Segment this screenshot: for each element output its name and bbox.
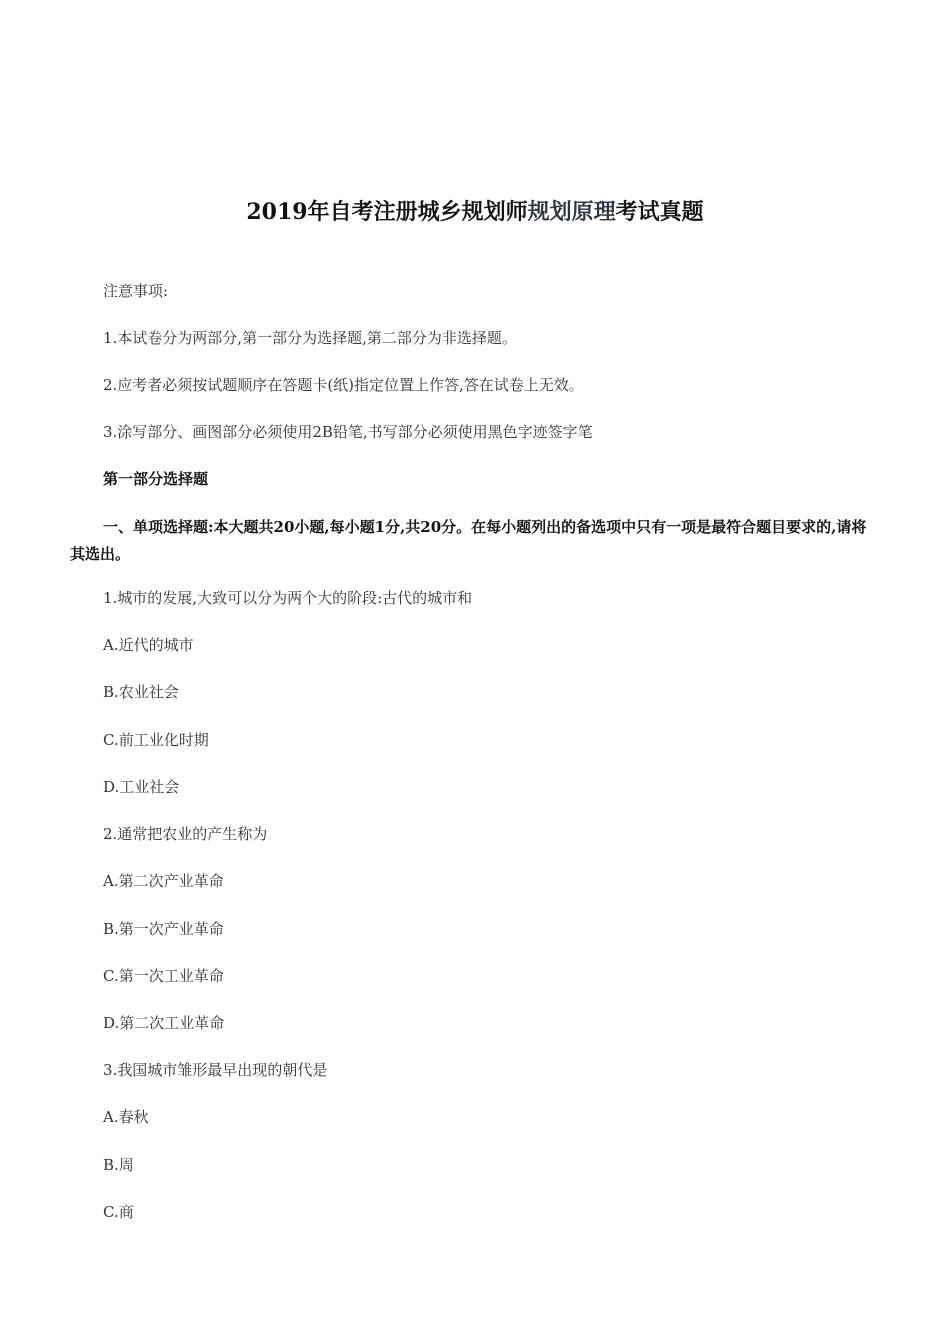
question-option: A.近代的城市 bbox=[103, 636, 194, 654]
question-option: C.前工业化时期 bbox=[103, 731, 209, 749]
question-option: C.第一次工业革命 bbox=[103, 967, 224, 985]
question-option: B.第一次产业革命 bbox=[103, 920, 224, 938]
question-stem: 3.我国城市雏形最早出现的朝代是 bbox=[103, 1061, 328, 1079]
title-part-2: 规划原理 bbox=[527, 199, 616, 225]
notice-item: 2.应考者必须按试题顺序在答题卡(纸)指定位置上作答,答在试卷上无效。 bbox=[103, 376, 584, 394]
question-option: B.周 bbox=[103, 1156, 134, 1174]
question-option: A.第二次产业革命 bbox=[103, 872, 224, 890]
section-instruction: 一、单项选择题:本大题共20小题,每小题1分,共20分。在每小题列出的备选项中只有一项是最符合题目要求的,请将其选出。 bbox=[70, 518, 867, 563]
question-stem: 2.通常把农业的产生称为 bbox=[103, 825, 268, 843]
notice-item: 1.本试卷分为两部分,第一部分为选择题,第二部分为非选择题。 bbox=[103, 329, 517, 347]
question-option: A.春秋 bbox=[103, 1108, 149, 1126]
question-option: C.商 bbox=[103, 1203, 134, 1221]
title-part-3: 考试真题 bbox=[615, 199, 704, 225]
question-option: D.第二次工业革命 bbox=[103, 1014, 225, 1032]
document-title bbox=[0, 196, 950, 228]
notice-item: 3.涂写部分、画图部分必须使用2B铅笔,书写部分必须使用黑色字迹签字笔 bbox=[103, 423, 593, 441]
part-heading: 第一部分选择题 bbox=[103, 470, 209, 488]
notice-heading: 注意事项: bbox=[103, 282, 169, 300]
question-option: D.工业社会 bbox=[103, 778, 180, 796]
question-stem: 1.城市的发展,大致可以分为两个大的阶段:古代的城市和 bbox=[103, 589, 473, 607]
title-part-1: 2019年自考注册城乡规划师 bbox=[246, 199, 528, 225]
question-option: B.农业社会 bbox=[103, 683, 179, 701]
